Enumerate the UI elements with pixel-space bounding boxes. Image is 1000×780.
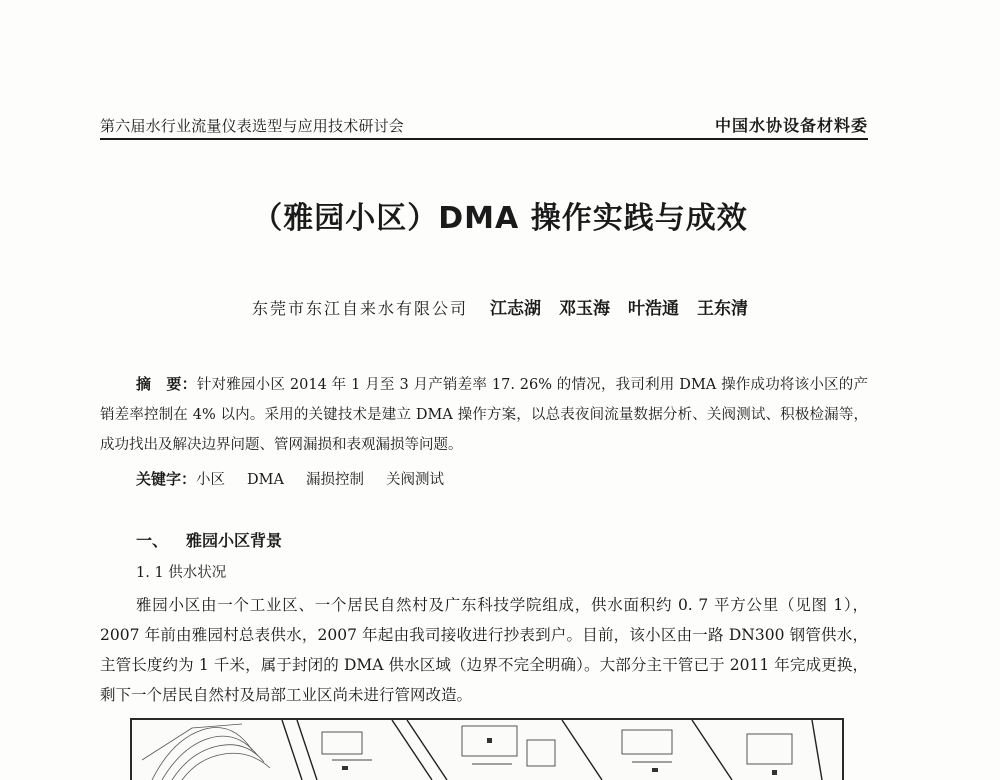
conference-name: 第六届水行业流量仪表选型与应用技术研讨会 xyxy=(100,117,405,135)
abstract-label: 摘 要： xyxy=(136,375,197,393)
author-name: 王东清 xyxy=(697,299,748,319)
figure-1-map xyxy=(130,718,844,780)
author-name: 江志湖 xyxy=(490,299,541,319)
abstract-text: 针对雅园小区 2014 年 1 月至 3 月产销差率 17. 26% 的情况，我司利用 DMA 操作成功将该小区的产销差率控制在 4% 以内。采用的关键技术是建立 DMA 操作方案，以总表夜间流量数据分析、关阀测试、积极检漏等，成功找出及解决边界问题、管网漏损和表观漏损等问题。 xyxy=(100,377,868,453)
keyword: 关阀测试 xyxy=(385,472,444,488)
map-drawing xyxy=(132,720,842,780)
abstract xyxy=(100,369,868,460)
committee-name: 中国水协设备材料委 xyxy=(714,116,868,135)
subsection-heading: 1. 1 供水状况 xyxy=(136,565,227,581)
section-heading xyxy=(136,528,282,551)
running-header xyxy=(100,112,868,140)
keywords-label: 关键字： xyxy=(136,470,197,488)
paper-title: （雅园小区）DMA 操作实践与成效 xyxy=(252,201,748,236)
section-number: 一、 xyxy=(136,531,169,550)
keyword: 小区 xyxy=(196,472,226,488)
keywords xyxy=(136,464,868,495)
author-name: 邓玉海 xyxy=(559,299,610,319)
author-name: 叶浩通 xyxy=(628,299,679,319)
keyword: 漏损控制 xyxy=(305,472,364,488)
author-organization: 东莞市东江自来水有限公司 xyxy=(251,299,468,318)
keyword: DMA xyxy=(247,472,284,488)
author-line xyxy=(0,294,1000,319)
section-title: 雅园小区背景 xyxy=(186,531,283,550)
body-paragraph: 雅园小区由一个工业区、一个居民自然村及广东科技学院组成，供水面积约 0. 7 平方公里（见图 1），2007 年前由雅园村总表供水，2007 年起由我司接收进行抄表到户。目前，该小区由一路 DN300 钢管供水，主管长度约为 1 千米，属于封闭的 DMA 供水区域（边界不完全明确）。大部分主干管已于 2011 年完成更换，剩下一个居民自然村及局部工业区尚未进行管网改造。 xyxy=(100,596,868,704)
